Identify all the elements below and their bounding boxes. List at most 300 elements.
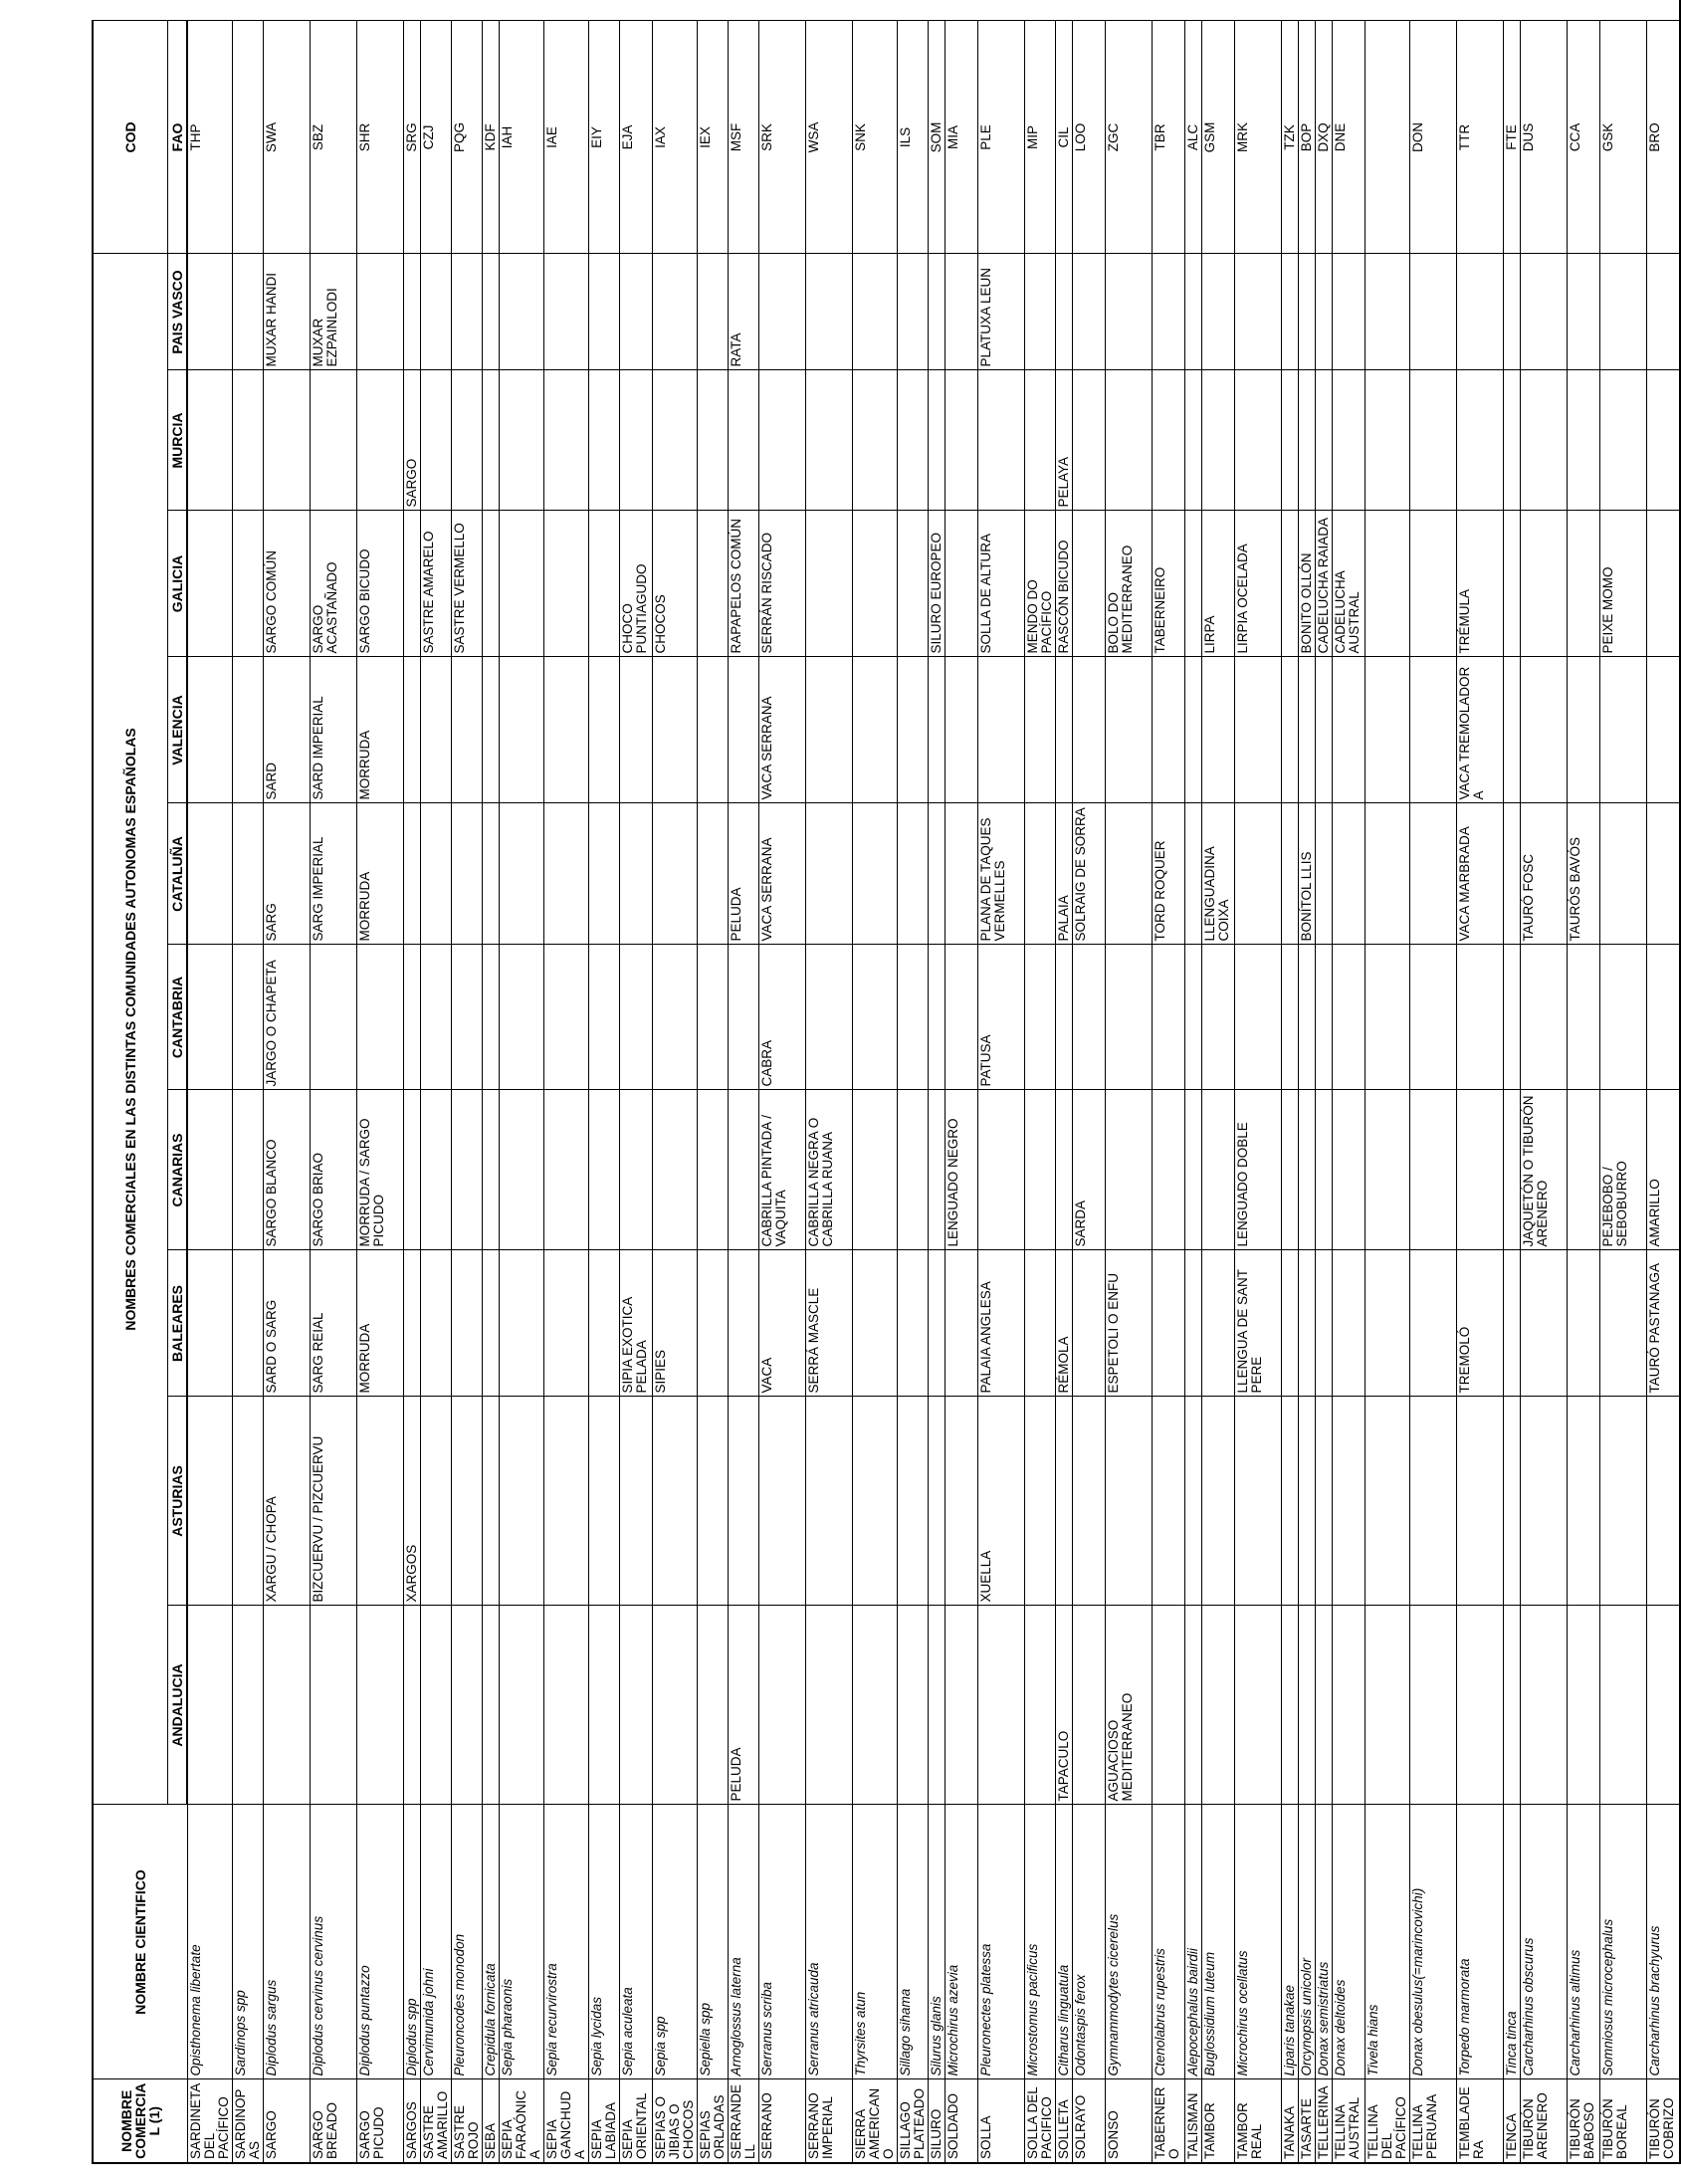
cell-region-asturias <box>805 1397 852 1606</box>
cell-region-galicia <box>543 511 588 657</box>
cell-fao-code: MIA <box>945 21 977 254</box>
cell-fao-code: FTE <box>1503 21 1520 254</box>
header-region-baleares: BALEARES <box>168 1250 188 1397</box>
cell-region-murcia <box>697 370 728 511</box>
cell-region-baleares: RÉMOLA <box>1055 1250 1072 1397</box>
cell-region-canarias <box>403 1090 420 1250</box>
cell-region-andalucia <box>977 1606 1024 1805</box>
cell-fao-code: DUS <box>1520 21 1567 254</box>
cell-region-cataluna <box>1365 803 1409 945</box>
cell-region-baleares <box>451 1250 482 1397</box>
table-row <box>588 0 619 2163</box>
cell-nombre-cientifico: Gymnammodytes cicerelus <box>1105 1805 1152 2079</box>
header-fao: FAO <box>168 21 188 254</box>
cell-region-cataluna: VACA MARBRADA <box>1456 803 1503 945</box>
cell-region-cataluna <box>1503 803 1520 945</box>
cell-nombre-comercial: TANAKA <box>1281 2079 1298 2163</box>
cell-region-baleares <box>1365 1250 1409 1397</box>
cell-nombre-comercial: SOLLA DEL PACIFICO <box>1024 2079 1055 2163</box>
cell-nombre-cientifico: Donax deltoides <box>1332 1805 1365 2079</box>
cell-region-asturias <box>1599 1397 1646 1606</box>
cell-region-galicia: TRÉMULA <box>1456 511 1503 657</box>
table-row <box>356 0 403 2163</box>
header-region-pais-vasco: PAIS VASCO <box>168 254 188 370</box>
cell-nombre-comercial: SOLLETA <box>1055 2079 1072 2163</box>
cell-region-pais-vasco <box>482 254 499 370</box>
cell-region-asturias <box>852 1397 897 1606</box>
cell-region-murcia <box>482 370 499 511</box>
cell-region-valencia <box>852 657 897 803</box>
cell-region-baleares <box>403 1250 420 1397</box>
cell-fao-code: IEX <box>697 21 728 254</box>
cell-region-andalucia <box>187 1606 232 1805</box>
cell-region-pais-vasco <box>1520 254 1567 370</box>
cell-nombre-cientifico: Carcharhinus brachyurus <box>1646 1805 1680 2079</box>
cell-region-galicia <box>1184 511 1201 657</box>
header-region-canarias: CANARIAS <box>168 1090 188 1250</box>
cell-region-asturias <box>232 1397 263 1606</box>
cell-region-murcia <box>310 370 356 511</box>
cell-region-murcia <box>1520 370 1567 511</box>
cell-nombre-cientifico: Torpedo marmorata <box>1456 1805 1503 2079</box>
cell-region-andalucia <box>1298 1606 1315 1805</box>
cell-region-murcia <box>1298 370 1315 511</box>
cell-region-pais-vasco <box>697 254 728 370</box>
cell-region-murcia <box>619 370 652 511</box>
cell-region-canarias <box>652 1090 697 1250</box>
cell-region-asturias <box>1072 1397 1105 1606</box>
cell-region-pais-vasco <box>1201 254 1234 370</box>
cell-region-cataluna <box>588 803 619 945</box>
cell-region-pais-vasco <box>805 254 852 370</box>
cell-nombre-comercial: SEPIA ORIENTAL <box>619 2079 652 2163</box>
cell-region-valencia <box>499 657 543 803</box>
cell-region-asturias <box>1456 1397 1503 1606</box>
table-row <box>1409 0 1456 2163</box>
cell-fao-code: SNK <box>852 21 897 254</box>
cell-region-pais-vasco: PLATUXA LEUN <box>977 254 1024 370</box>
cell-region-baleares <box>852 1250 897 1397</box>
cell-region-valencia <box>928 657 945 803</box>
cell-region-murcia <box>852 370 897 511</box>
cell-region-cantabria: JARGO O CHAPETA <box>263 945 310 1090</box>
cell-region-murcia <box>1365 370 1409 511</box>
cell-region-galicia <box>187 511 232 657</box>
cell-nombre-cientifico: Somniosus microcephalus <box>1599 1805 1646 2079</box>
table-row <box>945 0 977 2163</box>
cell-region-murcia: PELAYA <box>1055 370 1072 511</box>
cell-fao-code: SRK <box>758 21 805 254</box>
cell-region-galicia <box>588 511 619 657</box>
cell-region-baleares <box>187 1250 232 1397</box>
cell-region-baleares <box>1520 1250 1567 1397</box>
table-row <box>928 0 945 2163</box>
cell-region-baleares <box>1315 1250 1332 1397</box>
cell-fao-code <box>232 21 263 254</box>
cell-region-murcia <box>1567 370 1599 511</box>
cell-region-murcia <box>758 370 805 511</box>
cell-region-pais-vasco <box>1646 254 1680 370</box>
cell-nombre-comercial: SARGOS <box>403 2079 420 2163</box>
cell-nombre-cientifico: Microstomus pacificus <box>1024 1805 1055 2079</box>
cell-region-asturias <box>1055 1397 1072 1606</box>
cell-region-cantabria <box>1646 945 1680 1090</box>
cell-region-baleares <box>1298 1250 1315 1397</box>
cell-region-andalucia <box>543 1606 588 1805</box>
cell-nombre-cientifico: Serranus atricauda <box>805 1805 852 2079</box>
cell-nombre-comercial: SEPIAS O JIBIAS O CHOCOS <box>652 2079 697 2163</box>
cell-region-cantabria <box>588 945 619 1090</box>
cell-region-galicia <box>1503 511 1520 657</box>
cell-nombre-comercial: SERRANO IMPERIAL <box>805 2079 852 2163</box>
cell-fao-code: DON <box>1409 21 1456 254</box>
cell-nombre-cientifico: Sepia pharaonis <box>499 1805 543 2079</box>
cell-nombre-comercial: SEPIA FARAÓNICA <box>499 2079 543 2163</box>
cell-region-asturias <box>1646 1397 1680 1606</box>
cell-nombre-cientifico: Citharus linguatula <box>1055 1805 1072 2079</box>
cell-nombre-comercial: SASTRE AMARILLO <box>420 2079 451 2163</box>
cell-region-cantabria <box>1234 945 1281 1090</box>
cell-region-andalucia <box>1315 1606 1332 1805</box>
cell-region-cataluna: BONÍTOL LLIS <box>1298 803 1315 945</box>
cell-region-cantabria <box>852 945 897 1090</box>
header-region-asturias: ASTURIAS <box>168 1397 188 1606</box>
cell-nombre-comercial: TEMBLADERA <box>1456 2079 1503 2163</box>
cell-region-asturias <box>1365 1397 1409 1606</box>
cell-region-valencia <box>945 657 977 803</box>
cell-region-valencia <box>1072 657 1105 803</box>
cell-region-cataluna <box>482 803 499 945</box>
cell-region-pais-vasco <box>1281 254 1298 370</box>
cell-nombre-cientifico: Diplodus cervinus cervinus <box>310 1805 356 2079</box>
cell-region-cantabria <box>619 945 652 1090</box>
cell-fao-code: TZK <box>1281 21 1298 254</box>
cell-region-murcia <box>1201 370 1234 511</box>
cell-region-canarias <box>232 1090 263 1250</box>
cell-region-canarias <box>1105 1090 1152 1250</box>
cell-region-asturias: XARGOS <box>403 1397 420 1606</box>
cell-fao-code: BOP <box>1298 21 1315 254</box>
table-body <box>187 0 1680 2163</box>
cell-fao-code: EIY <box>588 21 619 254</box>
cell-nombre-cientifico: Serranus scriba <box>758 1805 805 2079</box>
cell-nombre-comercial: SARGO BREADO <box>310 2079 356 2163</box>
cell-nombre-comercial: TAMBOR <box>1201 2079 1234 2163</box>
cell-region-canarias <box>1567 1090 1599 1250</box>
cell-nombre-cientifico: Diplodus puntazzo <box>356 1805 403 2079</box>
cell-region-valencia <box>1055 657 1072 803</box>
cell-region-baleares <box>543 1250 588 1397</box>
cell-nombre-comercial: SILLAGO PLATEADO <box>897 2079 928 2163</box>
cell-region-baleares <box>232 1250 263 1397</box>
header-region-andalucia: ANDALUCIA <box>168 1606 188 1805</box>
cell-region-valencia <box>1599 657 1646 803</box>
table-row <box>1201 0 1234 2163</box>
cell-region-pais-vasco <box>758 254 805 370</box>
cell-region-galicia <box>852 511 897 657</box>
cell-fao-code: PLE <box>977 21 1024 254</box>
cell-region-andalucia <box>1184 1606 1201 1805</box>
cell-region-pais-vasco <box>897 254 928 370</box>
cell-nombre-comercial: TALISMAN <box>1184 2079 1201 2163</box>
cell-region-valencia <box>543 657 588 803</box>
cell-region-galicia: TABERNEIRO <box>1152 511 1184 657</box>
cell-region-cantabria <box>1456 945 1503 1090</box>
cell-region-cataluna: MORRUDA <box>356 803 403 945</box>
table-row <box>619 0 652 2163</box>
cell-region-canarias <box>1456 1090 1503 1250</box>
cell-region-valencia <box>1365 657 1409 803</box>
cell-fao-code <box>1365 21 1409 254</box>
cell-region-baleares <box>420 1250 451 1397</box>
cell-region-valencia <box>482 657 499 803</box>
cell-region-cantabria <box>1409 945 1456 1090</box>
table-row <box>1520 0 1567 2163</box>
cell-region-baleares <box>1201 1250 1234 1397</box>
cell-region-andalucia <box>897 1606 928 1805</box>
table-row <box>1315 0 1332 2163</box>
cell-region-asturias <box>1184 1397 1201 1606</box>
cell-region-cataluna: SARG <box>263 803 310 945</box>
cell-nombre-cientifico: Buglossidium luteum <box>1201 1805 1234 2079</box>
cell-region-murcia <box>977 370 1024 511</box>
cell-region-pais-vasco <box>187 254 232 370</box>
cell-nombre-cientifico: Alepocephalus bairdii <box>1184 1805 1201 2079</box>
cell-region-pais-vasco <box>356 254 403 370</box>
cell-region-pais-vasco <box>1365 254 1409 370</box>
cell-region-pais-vasco <box>852 254 897 370</box>
cell-fao-code: SWA <box>263 21 310 254</box>
cell-region-andalucia <box>499 1606 543 1805</box>
cell-region-baleares <box>588 1250 619 1397</box>
table-row <box>758 0 805 2163</box>
cell-region-baleares <box>945 1250 977 1397</box>
cell-region-cantabria <box>897 945 928 1090</box>
cell-region-cataluna <box>1332 803 1365 945</box>
cell-nombre-cientifico: Arnoglossus laterna <box>728 1805 758 2079</box>
table-row <box>232 0 263 2163</box>
cell-region-asturias <box>1105 1397 1152 1606</box>
cell-region-cantabria <box>1152 945 1184 1090</box>
cell-region-baleares: ESPETOLI O ENFU <box>1105 1250 1152 1397</box>
cell-region-cataluna: PALAIA <box>1055 803 1072 945</box>
cell-fao-code: MRK <box>1234 21 1281 254</box>
table-row <box>403 0 420 2163</box>
cell-region-cantabria <box>187 945 232 1090</box>
cell-region-asturias <box>187 1397 232 1606</box>
table-row <box>543 0 588 2163</box>
table-row <box>805 0 852 2163</box>
cell-region-murcia <box>652 370 697 511</box>
cell-region-valencia: VACA TREMOLADOR A <box>1456 657 1503 803</box>
cell-region-valencia <box>1409 657 1456 803</box>
cell-region-cataluna <box>1105 803 1152 945</box>
cell-region-andalucia <box>1332 1606 1365 1805</box>
cell-region-asturias <box>945 1397 977 1606</box>
cell-region-canarias <box>451 1090 482 1250</box>
cell-fao-code: TBR <box>1152 21 1184 254</box>
cell-region-murcia <box>1599 370 1646 511</box>
cell-region-andalucia <box>1646 1606 1680 1805</box>
cell-region-cataluna <box>420 803 451 945</box>
cell-region-murcia <box>451 370 482 511</box>
table-row <box>187 0 232 2163</box>
cell-region-pais-vasco <box>1298 254 1315 370</box>
cell-region-cantabria <box>728 945 758 1090</box>
cell-region-pais-vasco <box>1567 254 1599 370</box>
cell-region-pais-vasco <box>1024 254 1055 370</box>
cell-region-galicia: SOLLA DE ALTURA <box>977 511 1024 657</box>
cell-region-galicia: RASCÓN BICUDO <box>1055 511 1072 657</box>
table-row <box>1281 0 1298 2163</box>
cell-region-galicia: SARGO COMÚN <box>263 511 310 657</box>
cell-nombre-cientifico: Ctenolabrus rupestris <box>1152 1805 1184 2079</box>
cell-region-asturias <box>619 1397 652 1606</box>
cell-region-galicia <box>232 511 263 657</box>
header-region-galicia: GALICIA <box>168 511 188 657</box>
cell-region-cantabria <box>543 945 588 1090</box>
cell-region-valencia <box>1646 657 1680 803</box>
cell-nombre-cientifico: Orcynopsis unicolor <box>1298 1805 1315 2079</box>
cell-region-pais-vasco <box>1152 254 1184 370</box>
cell-region-canarias <box>1409 1090 1456 1250</box>
table-row <box>420 0 451 2163</box>
table-row <box>1072 0 1105 2163</box>
cell-region-andalucia <box>263 1606 310 1805</box>
cell-nombre-comercial: SEBA <box>482 2079 499 2163</box>
table-row <box>451 0 482 2163</box>
cell-region-valencia <box>1520 657 1567 803</box>
cell-nombre-cientifico: Pleuronectes platessa <box>977 1805 1024 2079</box>
cell-region-baleares <box>928 1250 945 1397</box>
cell-region-murcia: SARGO <box>403 370 420 511</box>
cell-region-valencia <box>652 657 697 803</box>
cell-nombre-comercial: SARGO <box>263 2079 310 2163</box>
cell-region-valencia <box>805 657 852 803</box>
table-row <box>1646 0 1680 2163</box>
cell-region-cataluna <box>1409 803 1456 945</box>
cell-fao-code: GSM <box>1201 21 1234 254</box>
cell-nombre-cientifico: Carcharhinus obscurus <box>1520 1805 1567 2079</box>
cell-region-galicia <box>403 511 420 657</box>
cell-fao-code: CCA <box>1567 21 1599 254</box>
cell-nombre-cientifico: Diplodus sargus <box>263 1805 310 2079</box>
cell-region-cataluna <box>232 803 263 945</box>
cell-region-baleares: SARG REIAL <box>310 1250 356 1397</box>
cell-nombre-comercial: SERRANDELL <box>728 2079 758 2163</box>
cell-nombre-comercial: TELLINA AUSTRAL <box>1332 2079 1365 2163</box>
cell-region-cantabria <box>1298 945 1315 1090</box>
cell-region-valencia <box>451 657 482 803</box>
cell-region-pais-vasco <box>232 254 263 370</box>
table-row <box>1184 0 1201 2163</box>
cell-region-andalucia <box>1234 1606 1281 1805</box>
cell-region-andalucia <box>1520 1606 1567 1805</box>
table-row <box>1152 0 1184 2163</box>
cell-nombre-cientifico: Microchirus azevia <box>945 1805 977 2079</box>
table-row <box>1105 0 1152 2163</box>
cell-region-andalucia: TAPACULO <box>1055 1606 1072 1805</box>
cell-region-andalucia <box>1365 1606 1409 1805</box>
cell-region-baleares <box>697 1250 728 1397</box>
cell-region-valencia <box>977 657 1024 803</box>
cell-region-asturias <box>1567 1397 1599 1606</box>
cell-region-pais-vasco <box>1234 254 1281 370</box>
cell-fao-code: KDF <box>482 21 499 254</box>
cell-region-canarias <box>852 1090 897 1250</box>
cell-region-asturias <box>897 1397 928 1606</box>
cell-region-galicia: PEIXE MOMO <box>1599 511 1646 657</box>
cell-region-baleares <box>1024 1250 1055 1397</box>
cell-nombre-comercial: SASTRE ROJO <box>451 2079 482 2163</box>
cell-region-pais-vasco <box>1315 254 1332 370</box>
cell-nombre-comercial: SARGO PICUDO <box>356 2079 403 2163</box>
cell-region-cantabria <box>1332 945 1365 1090</box>
cell-region-canarias <box>1055 1090 1072 1250</box>
cell-nombre-comercial: TABERNERO <box>1152 2079 1184 2163</box>
cell-region-cantabria <box>1184 945 1201 1090</box>
cell-region-andalucia: AGUACIOSO MEDITERRANEO <box>1105 1606 1152 1805</box>
cell-region-cantabria <box>451 945 482 1090</box>
cell-region-cantabria <box>1315 945 1332 1090</box>
cell-region-canarias <box>1298 1090 1315 1250</box>
cell-region-asturias <box>1024 1397 1055 1606</box>
table-row <box>1567 0 1599 2163</box>
cell-region-canarias: AMARILLO <box>1646 1090 1680 1250</box>
cell-region-galicia <box>1409 511 1456 657</box>
cell-region-murcia <box>232 370 263 511</box>
cell-nombre-cientifico: Sardinops spp <box>232 1805 263 2079</box>
cell-nombre-cientifico: Sillago sihama <box>897 1805 928 2079</box>
cell-region-pais-vasco <box>1072 254 1105 370</box>
header-region-murcia: MURCIA <box>168 370 188 511</box>
cell-region-cantabria <box>499 945 543 1090</box>
cell-region-cataluna: TORD ROQUER <box>1152 803 1184 945</box>
cell-fao-code: LOO <box>1072 21 1105 254</box>
cell-fao-code: MIP <box>1024 21 1055 254</box>
cell-region-galicia: CADELUCHA RAIADA <box>1315 511 1332 657</box>
cell-fao-code: DNE <box>1332 21 1365 254</box>
cell-region-galicia <box>1072 511 1105 657</box>
cell-region-andalucia <box>1201 1606 1234 1805</box>
cell-fao-code: DXQ <box>1315 21 1332 254</box>
cell-region-andalucia <box>232 1606 263 1805</box>
cell-region-cantabria <box>420 945 451 1090</box>
cell-region-cataluna <box>852 803 897 945</box>
cell-region-andalucia <box>1281 1606 1298 1805</box>
table-row <box>697 0 728 2163</box>
cell-region-murcia <box>1024 370 1055 511</box>
cell-region-baleares: SERRÁ MASCLE <box>805 1250 852 1397</box>
cell-region-cataluna <box>1024 803 1055 945</box>
cell-region-cataluna <box>451 803 482 945</box>
cell-fao-code: SHR <box>356 21 403 254</box>
cell-region-cantabria <box>652 945 697 1090</box>
cell-region-cantabria <box>1567 945 1599 1090</box>
cell-region-cataluna <box>1646 803 1680 945</box>
cell-region-cantabria <box>1105 945 1152 1090</box>
cell-region-canarias: LENGUADO NEGRO <box>945 1090 977 1250</box>
cell-region-andalucia <box>1409 1606 1456 1805</box>
cell-fao-code: CIL <box>1055 21 1072 254</box>
cell-region-cataluna: PLANA DE TAQUES VERMELLES <box>977 803 1024 945</box>
cell-region-andalucia <box>1152 1606 1184 1805</box>
cell-region-andalucia <box>619 1606 652 1805</box>
cell-region-valencia: MORRUDA <box>356 657 403 803</box>
cell-region-valencia: VACA SERRANA <box>758 657 805 803</box>
cell-region-pais-vasco <box>1503 254 1520 370</box>
cell-nombre-comercial: SOLLA <box>977 2079 1024 2163</box>
